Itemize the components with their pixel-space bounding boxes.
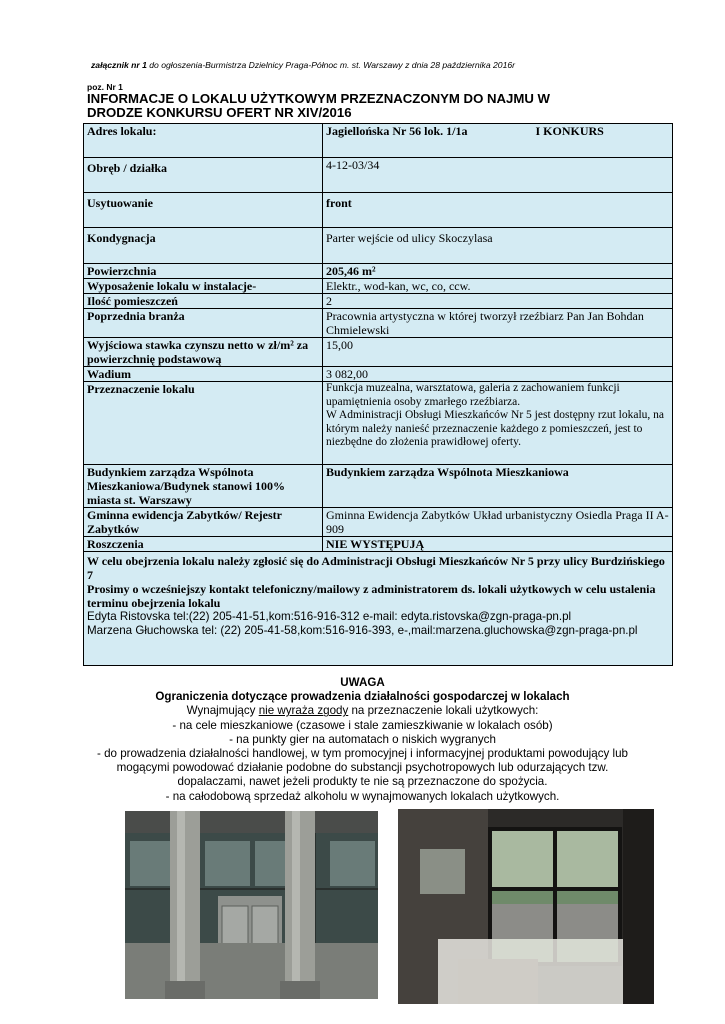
- annex-note-bold: załącznik nr 1: [91, 60, 147, 70]
- row-zarzad: [84, 465, 673, 508]
- przeznaczenie-label: Przeznaczenie lokalu: [84, 382, 323, 465]
- building-entrance-illustration: [125, 811, 378, 999]
- roszczenia-label: Roszczenia: [84, 537, 323, 552]
- stawka-label: Wyjściowa stawka czynszu netto w zł/m² za powierzchnię podstawową: [84, 338, 323, 367]
- instalacje-value: Elektr., wod-kan, wc, co, ccw.: [323, 279, 673, 294]
- notice-subheading: Ograniczenia dotyczące prowadzenia działalności gospodarczej w lokalach: [155, 690, 570, 704]
- row-instalacje: [84, 279, 673, 294]
- restriction-item-3: - do prowadzenia działalności handlowej, w tym promocyjnej i informacyjnej produktami powodujący lub mogącymi powodować działanie podobne do substancji psychotropowych lub odurzających tzw. dopalaczami, nawet jeżeli produkty te nie są przeznaczone do spożycia.: [97, 747, 628, 789]
- row-zabytki: [84, 508, 673, 537]
- title-line-2: DRODZE KONKURSU OFERT NR XIV/2016: [87, 105, 352, 120]
- roszczenia-value: NIE WYSTĘPUJĄ: [323, 537, 673, 552]
- interior-window-photo: [398, 809, 654, 1004]
- notice-heading: UWAGA: [340, 676, 385, 689]
- branza-label: Poprzednia branża: [84, 309, 323, 338]
- row-stawka: [84, 338, 673, 367]
- position-number: poz. Nr 1: [87, 82, 123, 92]
- zarzad-value: Budynkiem zarządza Wspólnota Mieszkaniowa: [323, 465, 673, 508]
- powierzchnia-value: 205,46 m²: [323, 264, 673, 279]
- address-label: Adres lokalu:: [84, 124, 323, 158]
- zabytki-label: Gminna ewidencja Zabytków/ Rejestr Zabytków: [84, 508, 323, 537]
- obreb-label: Obręb / działka: [84, 158, 323, 193]
- notice-intro-after: na przeznaczenie lokali użytkowych:: [348, 704, 539, 718]
- instalacje-label: Wyposażenie lokalu w instalacje-: [84, 279, 323, 294]
- przeznaczenie-text-1: Funkcja muzealna, warsztatowa, galeria z zachowaniem funkcji upamiętnienia osoby zmarłego rzeźbiarza.: [326, 382, 620, 408]
- wadium-label: Wadium: [84, 367, 323, 382]
- zarzad-label: Budynkiem zarządza Wspólnota Mieszkaniowa/Budynek stanowi 100% miasta st. Warszawy: [84, 465, 323, 508]
- row-contact: [84, 552, 673, 666]
- annex-note-text: do ogłoszenia-Burmistrza Dzielnicy Praga-Północ m. st. Warszawy z dnia 28 października 2016r: [146, 60, 515, 70]
- konkurs-label: I KONKURS: [535, 124, 604, 138]
- contact-person-2: Marzena Głuchowska tel: (22) 205-41-58,kom:516-916-393, e-,mail:marzena.gluchowska@zgn-praga-pn.pl: [87, 624, 638, 637]
- przeznaczenie-value: [323, 382, 673, 465]
- premises-info-table: [83, 123, 673, 666]
- row-przeznaczenie: [84, 382, 673, 465]
- row-obreb: [84, 158, 673, 193]
- restriction-item-2: - na punkty gier na automatach o niskich wygranych: [229, 732, 496, 746]
- contact-visit-info: W celu obejrzenia lokalu należy zgłosić się do Administracji Obsługi Mieszkańców Nr 5 przy ulicy Burdzińskiego 7: [87, 554, 665, 582]
- notice-intro-underlined: nie wyraża zgody: [258, 704, 349, 718]
- row-usytuowanie: [84, 193, 673, 228]
- obreb-value: 4-12-03/34: [323, 158, 673, 193]
- row-powierzchnia: [84, 264, 673, 279]
- row-wadium: [84, 367, 673, 382]
- powierzchnia-label: Powierzchnia: [84, 264, 323, 279]
- kondygnacja-label: Kondygnacja: [84, 228, 323, 264]
- restriction-item-4: - na całodobową sprzedaż alkoholu w wynajmowanych lokalach użytkowych.: [165, 789, 560, 803]
- contact-info: [84, 552, 673, 666]
- usytuowanie-label: Usytuowanie: [84, 193, 323, 228]
- usytuowanie-value: front: [323, 193, 673, 228]
- address-value: [323, 124, 673, 158]
- row-address: [84, 124, 673, 158]
- row-roszczenia: [84, 537, 673, 552]
- kondygnacja-value: Parter wejście od ulicy Skoczylasa: [323, 228, 673, 264]
- page-title: [87, 92, 687, 120]
- row-kondygnacja: [84, 228, 673, 264]
- branza-value: Pracownia artystyczna w której tworzył rzeźbiarz Pan Jan Bohdan Chmielewski: [323, 309, 673, 338]
- contact-request: Prosimy o wcześniejszy kontakt telefoniczny/mailowy z administratorem ds. lokali użytkowych w celu ustalenia terminu obejrzenia lokalu: [87, 582, 656, 610]
- notice-intro: [0, 704, 725, 718]
- title-line-1: INFORMACJE O LOKALU UŻYTKOWYM PRZEZNACZONYM DO NAJMU W: [87, 91, 551, 106]
- pomieszczenia-value: 2: [323, 294, 673, 309]
- notice-intro-before: Wynajmujący: [186, 704, 259, 718]
- annex-note: [91, 60, 515, 70]
- zabytki-value: Gminna Ewidencja Zabytków Układ urbanistyczny Osiedla Praga II A-909: [323, 508, 673, 537]
- pomieszczenia-label: Ilość pomieszczeń: [84, 294, 323, 309]
- row-pomieszczenia: [84, 294, 673, 309]
- restriction-item-1: - na cele mieszkaniowe (czasowe i stale zamieszkiwanie w lokalach osób): [172, 718, 553, 732]
- interior-window-illustration: [398, 809, 654, 1004]
- building-entrance-photo: [125, 811, 378, 999]
- row-branza: [84, 309, 673, 338]
- notice-section: [0, 676, 725, 804]
- contact-person-1: Edyta Ristovska tel:(22) 205-41-51,kom:516-916-312 e-mail: edyta.ristovska@zgn-praga-pn.pl: [87, 610, 572, 623]
- address-text: Jagiellońska Nr 56 lok. 1/1a: [326, 124, 468, 138]
- stawka-value: 15,00: [323, 338, 673, 367]
- wadium-value: 3 082,00: [323, 367, 673, 382]
- przeznaczenie-text-2: W Administracji Obsługi Mieszkańców Nr 5 jest dostępny rzut lokalu, na którym należy nanieść przeznaczenie każdego z pomieszczeń, jest to niezbędne do złożenia prawidłowej oferty.: [326, 409, 665, 449]
